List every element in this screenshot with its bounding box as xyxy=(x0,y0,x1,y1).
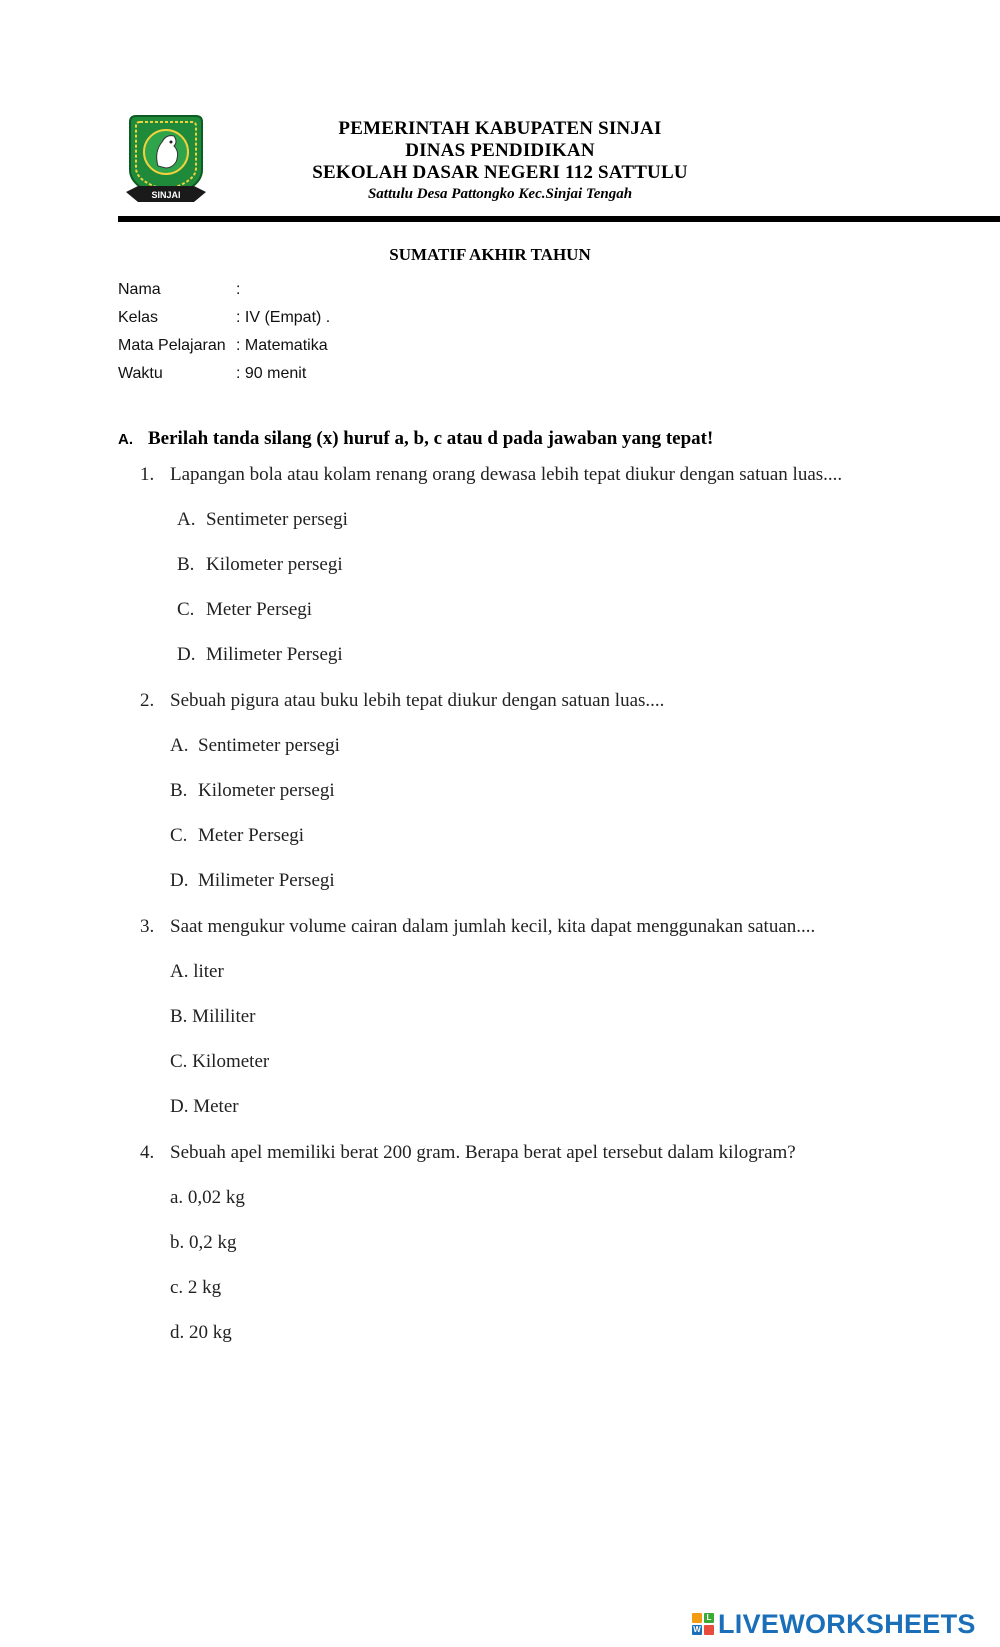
q2-option-a[interactable] xyxy=(170,735,340,757)
identity-value: : 90 menit xyxy=(236,365,307,382)
identity-row-name xyxy=(118,281,330,309)
question-number: 1. xyxy=(140,464,155,485)
school-logo xyxy=(124,112,208,208)
identity-label: Nama xyxy=(118,281,161,298)
q4-option-b[interactable]: b. 0,2 kg xyxy=(170,1232,237,1253)
q2-option-b[interactable] xyxy=(170,780,335,802)
option-letter: D. xyxy=(170,870,189,891)
letterhead-address: Sattulu Desa Pattongko Kec.Sinjai Tengah xyxy=(367,186,633,202)
identity-label: Kelas xyxy=(118,309,159,326)
letterhead xyxy=(250,118,750,204)
option-text: Sentimeter persegi xyxy=(198,735,340,756)
option-text: Meter Persegi xyxy=(206,599,313,620)
q3-option-d[interactable]: D. Meter xyxy=(170,1096,239,1117)
identity-row-time xyxy=(118,365,330,393)
option-letter: D. xyxy=(177,644,196,665)
liveworksheets-brand: LIVEWORKSHEETS xyxy=(718,1608,976,1639)
option-text: Kilometer persegi xyxy=(206,554,343,575)
section-letter: A. xyxy=(118,431,133,448)
question-number: 3. xyxy=(140,916,155,937)
q4-option-a[interactable]: a. 0,02 kg xyxy=(170,1187,245,1208)
identity-label: Mata Pelajaran xyxy=(118,337,226,354)
q1-option-c[interactable] xyxy=(177,599,312,621)
student-identity xyxy=(118,281,330,393)
identity-row-subject xyxy=(118,337,330,365)
q2-option-d[interactable] xyxy=(170,870,335,892)
q1-option-a[interactable] xyxy=(177,509,348,531)
letterhead-department: DINAS PENDIDIKAN xyxy=(405,140,595,161)
q3-option-c[interactable]: C. Kilometer xyxy=(170,1051,270,1072)
option-letter: A. xyxy=(177,509,196,530)
exam-title: SUMATIF AKHIR TAHUN xyxy=(389,245,591,264)
q3-option-a[interactable]: A. liter xyxy=(170,961,224,982)
identity-label: Waktu xyxy=(118,365,163,382)
letterhead-government: PEMERINTAH KABUPATEN SINJAI xyxy=(338,118,662,139)
q4-option-d[interactable]: d. 20 kg xyxy=(170,1322,232,1343)
identity-row-class xyxy=(118,309,330,337)
option-text: Sentimeter persegi xyxy=(206,509,348,530)
option-letter: C. xyxy=(177,599,195,620)
question-text: Saat mengukur volume cairan dalam jumlah kecil, kita dapat menggunakan satuan.... xyxy=(170,916,816,937)
option-text: Milimeter Persegi xyxy=(206,644,343,665)
section-instruction xyxy=(118,428,713,450)
option-letter: A. xyxy=(170,735,189,756)
letterhead-school: SEKOLAH DASAR NEGERI 112 SATTULU xyxy=(312,162,688,183)
liveworksheets-logo[interactable] xyxy=(692,1610,976,1638)
section-instruction-text: Berilah tanda silang (x) huruf a, b, c atau d pada jawaban yang tepat! xyxy=(148,428,714,449)
question-text: Sebuah apel memiliki berat 200 gram. Berapa berat apel tersebut dalam kilogram? xyxy=(170,1142,796,1163)
q3-option-b[interactable]: B. Mililiter xyxy=(170,1006,256,1027)
identity-value: : Matematika xyxy=(236,337,328,354)
q1-option-d[interactable] xyxy=(177,644,343,666)
logo-square xyxy=(692,1613,702,1623)
question-text: Lapangan bola atau kolam renang orang dewasa lebih tepat diukur dengan satuan luas.... xyxy=(170,464,843,485)
option-text: Milimeter Persegi xyxy=(198,870,335,891)
option-text: Meter Persegi xyxy=(198,825,305,846)
question-number: 2. xyxy=(140,690,155,711)
svg-text:SINJAI: SINJAI xyxy=(151,190,181,200)
logo-square xyxy=(704,1625,714,1635)
question-3 xyxy=(140,916,815,938)
identity-value: : IV (Empat) . xyxy=(236,309,331,326)
option-letter: B. xyxy=(170,780,188,801)
q1-option-b[interactable] xyxy=(177,554,343,576)
logo-square: W xyxy=(693,1625,701,1634)
option-letter: C. xyxy=(170,825,188,846)
question-number: 4. xyxy=(140,1142,155,1163)
question-2 xyxy=(140,690,664,712)
logo-square: L xyxy=(704,1613,714,1623)
liveworksheets-icon xyxy=(692,1613,714,1635)
option-letter: B. xyxy=(177,554,195,575)
q4-option-c[interactable]: c. 2 kg xyxy=(170,1277,222,1298)
option-text: Kilometer persegi xyxy=(198,780,335,801)
identity-value: : xyxy=(236,281,241,298)
question-text: Sebuah pigura atau buku lebih tepat diukur dengan satuan luas.... xyxy=(170,690,665,711)
question-4 xyxy=(140,1142,796,1164)
q2-option-c[interactable] xyxy=(170,825,304,847)
header-divider xyxy=(118,216,1000,222)
question-1 xyxy=(140,464,842,486)
